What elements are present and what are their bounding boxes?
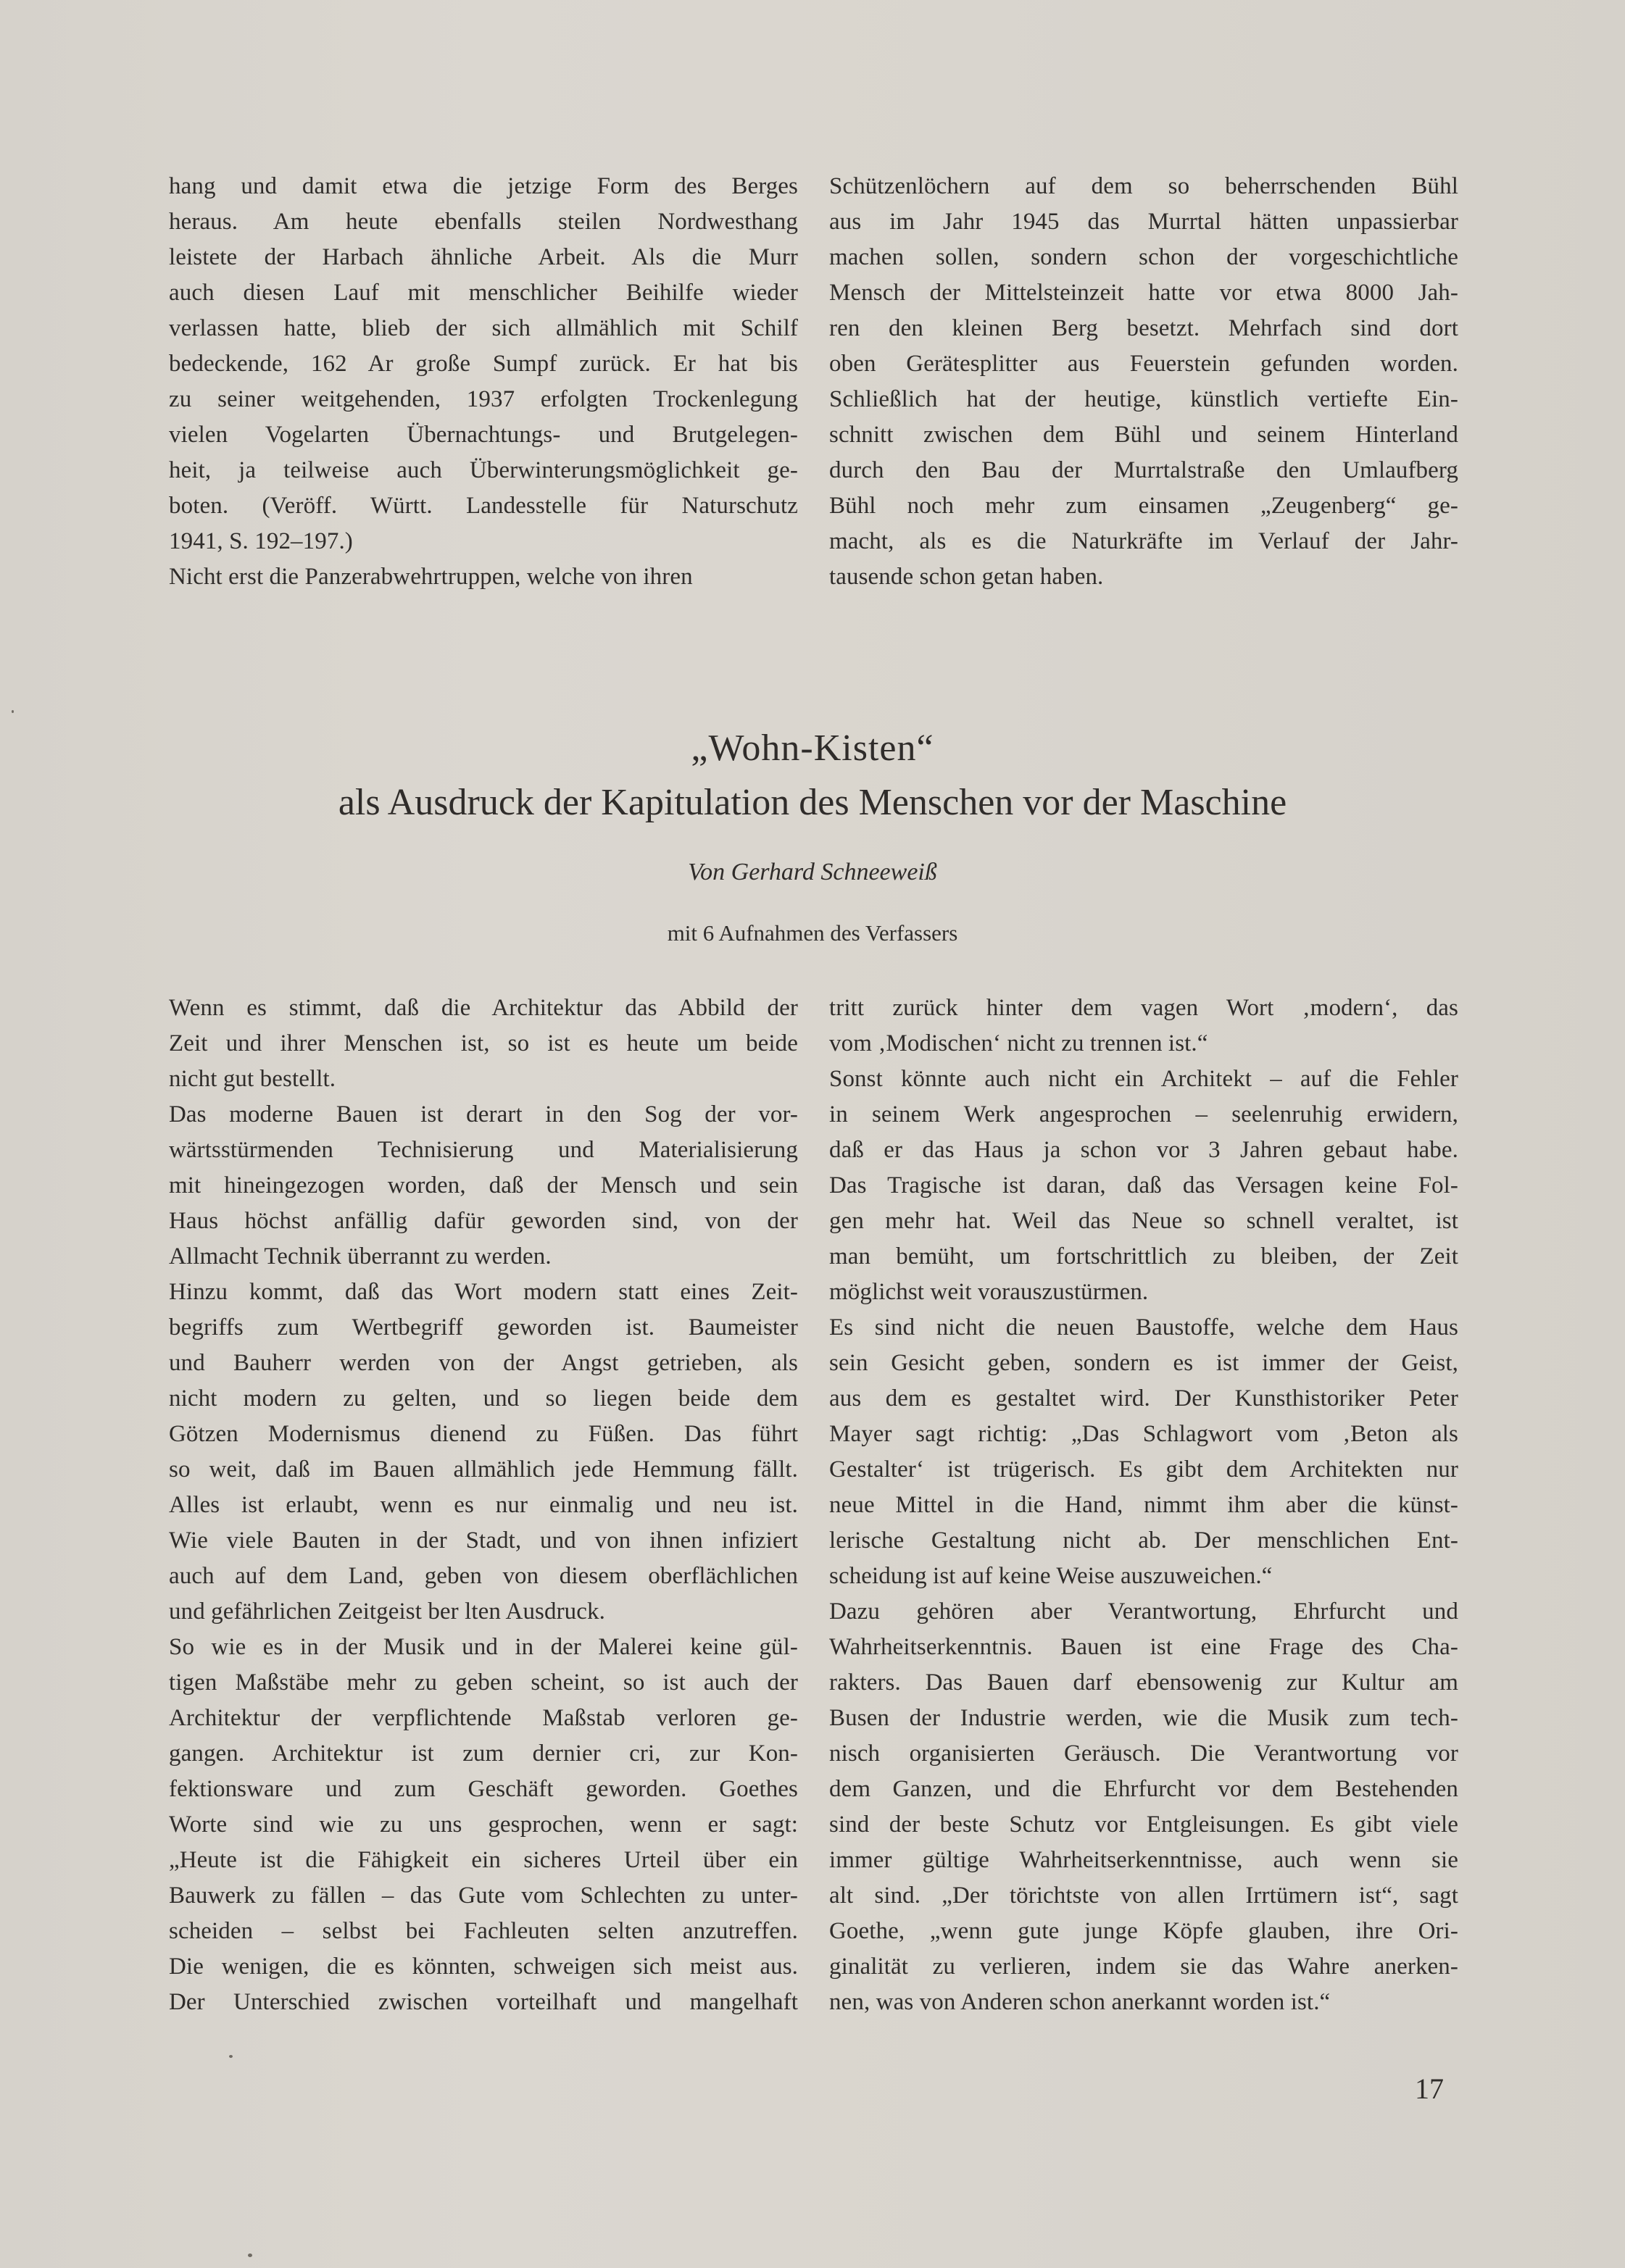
text-line: 1941, S. 192–197.) [169,528,353,554]
text-line: tausende schon getan haben. [829,564,1104,590]
text-line: Wahrheitserkenntnis. Bauen ist eine Frage des Cha- [829,1634,1458,1660]
text-line: nicht modern zu gelten, und so liegen beide dem [169,1385,798,1412]
bottom-right-text-column [829,991,1458,2020]
text-line: tigen Maßstäbe mehr zu geben scheint, so ist auch der [169,1669,798,1696]
text-line: und gefährlichen Zeitgeist ber lten Ausdruck. [169,1598,605,1625]
text-line: Worte sind wie zu uns gesprochen, wenn er sagt: [169,1812,798,1838]
text-line: scheiden – selbst bei Fachleuten selten anzutreffen. [169,1918,798,1944]
text-line: Haus höchst anfällig dafür geworden sind, von der [169,1208,798,1234]
text-line: fektionsware und zum Geschäft geworden. Goethes [169,1776,798,1802]
text-line: begriffs zum Wertbegriff geworden ist. Baumeister [169,1314,798,1341]
text-line: rakters. Das Bauen darf ebensowenig zur Kultur am [829,1669,1458,1696]
top-right-text-column [829,169,1458,595]
text-line: neue Mittel in die Hand, nimmt ihm aber die künst- [829,1492,1458,1518]
text-line: sind der beste Schutz vor Entgleisungen. Es gibt viele [829,1812,1458,1838]
text-line: Goethe, „wenn gute junge Köpfe glauben, ihre Ori- [829,1918,1458,1944]
paper-speck [12,710,14,713]
text-line: Wie viele Bauten in der Stadt, und von ihnen infiziert [169,1527,798,1554]
text-line: Dazu gehören aber Verantwortung, Ehrfurcht und [829,1598,1458,1625]
text-line: hang und damit etwa die jetzige Form des Berges [169,173,798,199]
text-line: gangen. Architektur ist zum dernier cri, zur Kon- [169,1740,798,1767]
text-line: vielen Vogelarten Übernachtungs- und Brutgelegen- [169,422,798,448]
text-line: gen mehr hat. Weil das Neue so schnell veraltet, ist [829,1208,1458,1234]
text-line: Sonst könnte auch nicht ein Architekt – auf die Fehler [829,1066,1458,1092]
text-line: tritt zurück hinter dem vagen Wort ‚modern‘, das [829,995,1458,1021]
article-subtitle: als Ausdruck der Kapitulation des Menschen vor der Maschine [338,782,1287,823]
text-line: Die wenigen, die es könnten, schweigen sich meist aus. [169,1954,798,1980]
text-line: alt sind. „Der törichtste von allen Irrtümern ist“, sagt [829,1883,1458,1909]
text-line: möglichst weit vorauszustürmen. [829,1279,1149,1305]
text-line: Götzen Modernismus dienend zu Füßen. Das führt [169,1421,798,1447]
text-line: Nicht erst die Panzerabwehrtruppen, welche von ihren [169,564,693,590]
text-line: machen sollen, sondern schon der vorgeschichtliche [829,244,1458,270]
text-line: Hinzu kommt, daß das Wort modern statt eines Zeit- [169,1279,798,1305]
article-title: „Wohn-Kisten“ [691,727,934,769]
bottom-left-text-column [169,991,798,2020]
text-line: Mayer sagt richtig: „Das Schlagwort vom ‚Beton als [829,1421,1458,1447]
text-line: bedeckende, 162 Ar große Sumpf zurück. Er hat bis [169,351,798,377]
text-line: Der Unterschied zwischen vorteilhaft und mangelhaft [169,1989,798,2015]
paper-speck [229,2055,233,2058]
text-line: Wenn es stimmt, daß die Architektur das Abbild der [169,995,798,1021]
text-line: vom ‚Modischen‘ nicht zu trennen ist.“ [829,1030,1208,1056]
text-line: dem Ganzen, und die Ehrfurcht vor dem Bestehenden [829,1776,1458,1802]
text-line: Bauwerk zu fällen – das Gute vom Schlechten zu unter- [169,1883,798,1909]
photo-credit: mit 6 Aufnahmen des Verfassers [667,920,958,946]
text-line: boten. (Veröff. Württ. Landesstelle für Naturschutz [169,493,798,519]
text-line: Zeit und ihrer Menschen ist, so ist es heute um beide [169,1030,798,1056]
text-line: Architektur der verpflichtende Maßstab verloren ge- [169,1705,798,1731]
text-line: aus dem es gestaltet wird. Der Kunsthistoriker Peter [829,1385,1458,1412]
text-line: Mensch der Mittelsteinzeit hatte vor etwa 8000 Jah- [829,280,1458,306]
text-line: ginalität zu verlieren, indem sie das Wahre anerken- [829,1954,1458,1980]
text-line: heit, ja teilweise auch Überwinterungsmöglichkeit ge- [169,457,798,483]
text-line: Schließlich hat der heutige, künstlich vertiefte Ein- [829,386,1458,412]
text-line: Es sind nicht die neuen Baustoffe, welche dem Haus [829,1314,1458,1341]
text-line: Das moderne Bauen ist derart in den Sog der vor- [169,1101,798,1127]
text-line: schnitt zwischen dem Bühl und seinem Hinterland [829,422,1458,448]
text-line: macht, als es die Naturkräfte im Verlauf der Jahr- [829,528,1458,554]
text-line: Alles ist erlaubt, wenn es nur einmalig und neu ist. [169,1492,798,1518]
text-line: ren den kleinen Berg besetzt. Mehrfach sind dort [829,315,1458,341]
text-line: Das Tragische ist daran, daß das Versagen keine Fol- [829,1172,1458,1198]
text-line: immer gültige Wahrheitserkenntnisse, auch wenn sie [829,1847,1458,1873]
text-line: in seinem Werk angesprochen – seelenruhig erwidern, [829,1101,1458,1127]
text-line: und Bauherr werden von der Angst getrieben, als [169,1350,798,1376]
text-line: Busen der Industrie werden, wie die Musik zum tech- [829,1705,1458,1731]
text-line: Bühl noch mehr zum einsamen „Zeugenberg“ ge- [829,493,1458,519]
text-line: nicht gut bestellt. [169,1066,336,1092]
page-number: 17 [1415,2072,1444,2105]
text-line: scheidung ist auf keine Weise auszuweichen.“ [829,1563,1273,1589]
text-line: man bemüht, um fortschrittlich zu bleiben, der Zeit [829,1243,1458,1270]
text-line: mit hineingezogen worden, daß der Mensch und sein [169,1172,798,1198]
text-line: nisch organisierten Geräusch. Die Verantwortung vor [829,1740,1458,1767]
text-line: auch diesen Lauf mit menschlicher Beihilfe wieder [169,280,798,306]
text-line: oben Gerätesplitter aus Feuerstein gefunden worden. [829,351,1458,377]
article-byline: Von Gerhard Schneeweiß [688,859,937,885]
text-line: aus im Jahr 1945 das Murrtal hätten unpassierbar [829,209,1458,235]
text-line: heraus. Am heute ebenfalls steilen Nordwesthang [169,209,798,235]
text-line: „Heute ist die Fähigkeit ein sicheres Urteil über ein [169,1847,798,1873]
text-line: Schützenlöchern auf dem so beherrschenden Bühl [829,173,1458,199]
text-line: zu seiner weitgehenden, 1937 erfolgten Trockenlegung [169,386,798,412]
text-line: So wie es in der Musik und in der Malerei keine gül- [169,1634,798,1660]
text-line: Allmacht Technik überrannt zu werden. [169,1243,552,1270]
text-line: wärtsstürmenden Technisierung und Materialisierung [169,1137,798,1163]
text-line: verlassen hatte, blieb der sich allmählich mit Schilf [169,315,798,341]
text-line: durch den Bau der Murrtalstraße den Umlaufberg [829,457,1458,483]
text-line: daß er das Haus ja schon vor 3 Jahren gebaut habe. [829,1137,1458,1163]
text-line: lerische Gestaltung nicht ab. Der menschlichen Ent- [829,1527,1458,1554]
top-left-text-column [169,169,798,595]
text-line: sein Gesicht geben, sondern es ist immer der Geist, [829,1350,1458,1376]
text-line: so weit, daß im Bauen allmählich jede Hemmung fällt. [169,1456,798,1483]
text-line: auch auf dem Land, geben von diesem oberflächlichen [169,1563,798,1589]
text-line: Gestalter‘ ist trügerisch. Es gibt dem Architekten nur [829,1456,1458,1483]
paper-speck [248,2254,252,2257]
text-line: nen, was von Anderen schon anerkannt worden ist.“ [829,1989,1331,2015]
text-line: leistete der Harbach ähnliche Arbeit. Als die Murr [169,244,798,270]
